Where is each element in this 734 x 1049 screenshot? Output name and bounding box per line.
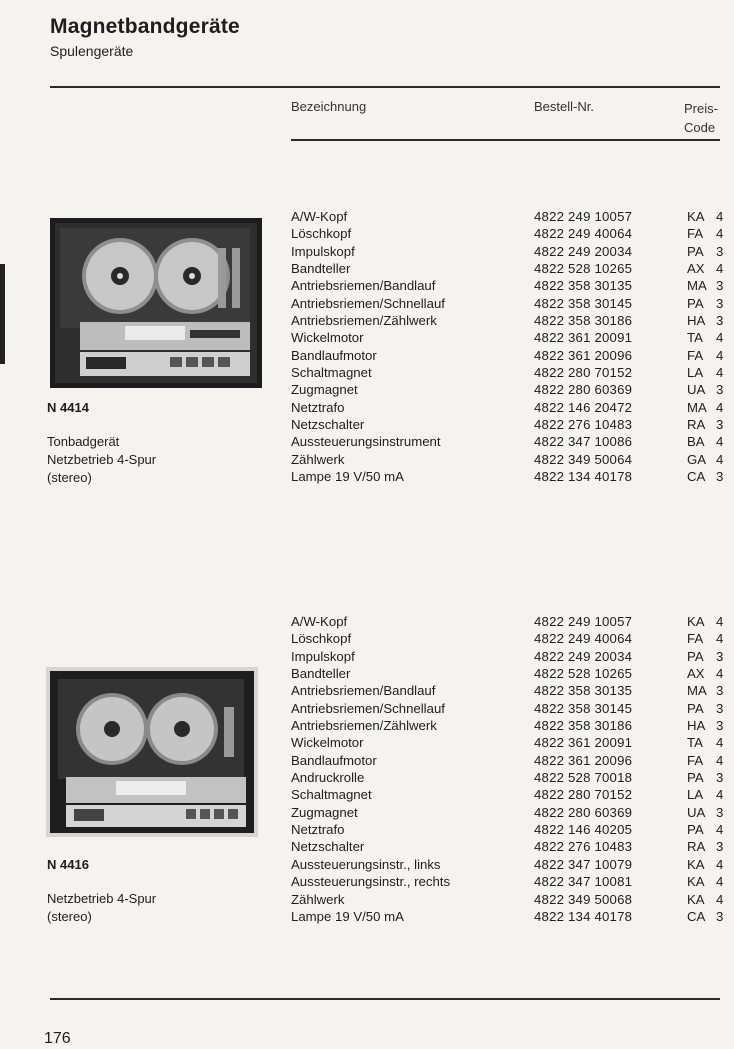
price-digit: 3 bbox=[716, 295, 724, 311]
part-order-number: 4822 249 20034 bbox=[534, 243, 633, 259]
part-name: Antriebsriemen/Schnellauf bbox=[291, 700, 445, 716]
part-row bbox=[291, 312, 731, 329]
part-order-number: 4822 358 30145 bbox=[534, 295, 633, 311]
part-row bbox=[291, 700, 731, 717]
part-order-number: 4822 276 10483 bbox=[534, 417, 633, 433]
price-code: BA bbox=[687, 434, 705, 450]
part-row bbox=[291, 665, 731, 682]
price-code: FA bbox=[687, 752, 704, 768]
part-order-number: 4822 358 30186 bbox=[534, 313, 633, 329]
part-row bbox=[291, 225, 731, 242]
part-order-number: 4822 361 20091 bbox=[534, 735, 633, 751]
part-row bbox=[291, 416, 731, 433]
part-order-number: 4822 358 30186 bbox=[534, 718, 633, 734]
part-row bbox=[291, 734, 731, 751]
price-digit: 3 bbox=[716, 313, 724, 329]
price-digit: 4 bbox=[716, 666, 724, 682]
price-digit: 3 bbox=[716, 804, 724, 820]
price-digit: 4 bbox=[716, 614, 724, 629]
model-label-n4416: N 4416 bbox=[47, 857, 89, 872]
description-line: (stereo) bbox=[47, 909, 92, 924]
part-name: Antriebsriemen/Zählwerk bbox=[291, 718, 437, 734]
part-order-number: 4822 528 70018 bbox=[534, 770, 633, 786]
part-order-number: 4822 249 40064 bbox=[534, 226, 633, 242]
price-code: PA bbox=[687, 295, 704, 311]
price-digit: 3 bbox=[716, 683, 724, 699]
column-header-bezeichnung: Bezeichnung bbox=[291, 99, 367, 114]
part-name: Impulskopf bbox=[291, 243, 355, 259]
part-row bbox=[291, 329, 731, 346]
part-order-number: 4822 361 20096 bbox=[534, 347, 633, 363]
part-order-number: 4822 361 20091 bbox=[534, 330, 633, 346]
part-name: Antriebsriemen/Zählwerk bbox=[291, 313, 437, 329]
part-name: Aussteuerungsinstrument bbox=[291, 434, 441, 450]
part-order-number: 4822 276 10483 bbox=[534, 839, 633, 855]
part-name: Bandlaufmotor bbox=[291, 347, 377, 363]
part-name: Andruckrolle bbox=[291, 770, 365, 786]
part-row bbox=[291, 682, 731, 699]
price-code: PA bbox=[687, 243, 704, 259]
price-digit: 3 bbox=[716, 718, 724, 734]
page-title: Magnetbandgeräte bbox=[50, 15, 240, 38]
price-code: KA bbox=[687, 614, 705, 629]
price-code: PA bbox=[687, 822, 704, 838]
part-name: Bandlaufmotor bbox=[291, 752, 377, 768]
price-code: CA bbox=[687, 908, 706, 924]
part-row bbox=[291, 347, 731, 364]
price-code: FA bbox=[687, 226, 704, 242]
description-line: Netzbetrieb 4-Spur bbox=[47, 891, 157, 906]
price-code: MA bbox=[687, 399, 707, 415]
part-name: Zugmagnet bbox=[291, 804, 358, 820]
part-name: Löschkopf bbox=[291, 631, 352, 647]
part-row bbox=[291, 243, 731, 260]
part-row bbox=[291, 630, 731, 647]
part-order-number: 4822 358 30145 bbox=[534, 700, 633, 716]
part-name: Netzschalter bbox=[291, 417, 365, 433]
part-order-number: 4822 349 50064 bbox=[534, 451, 633, 467]
part-order-number: 4822 347 10086 bbox=[534, 434, 633, 450]
part-row bbox=[291, 613, 731, 630]
price-digit: 3 bbox=[716, 278, 724, 294]
part-row bbox=[291, 381, 731, 398]
part-order-number: 4822 347 10081 bbox=[534, 874, 633, 890]
part-name: Schaltmagnet bbox=[291, 787, 372, 803]
part-row bbox=[291, 891, 731, 908]
part-order-number: 4822 280 70152 bbox=[534, 787, 633, 803]
price-code: PA bbox=[687, 770, 704, 786]
price-digit: 4 bbox=[716, 787, 724, 803]
part-name: Bandteller bbox=[291, 261, 351, 277]
part-order-number: 4822 146 40205 bbox=[534, 822, 633, 838]
price-code: KA bbox=[687, 209, 705, 224]
part-name: Antriebsriemen/Bandlauf bbox=[291, 278, 436, 294]
part-order-number: 4822 528 10265 bbox=[534, 666, 633, 682]
header-rule bbox=[291, 139, 720, 141]
part-row bbox=[291, 468, 731, 485]
price-digit: 3 bbox=[716, 417, 724, 433]
price-code: CA bbox=[687, 469, 706, 485]
column-header-preis-code bbox=[684, 99, 718, 137]
page-edge-marker bbox=[0, 264, 5, 364]
price-digit: 4 bbox=[716, 451, 724, 467]
part-row bbox=[291, 277, 731, 294]
part-row bbox=[291, 399, 731, 416]
part-order-number: 4822 280 60369 bbox=[534, 804, 633, 820]
part-name: Antriebsriemen/Schnellauf bbox=[291, 295, 445, 311]
price-code: TA bbox=[687, 330, 703, 346]
price-code: MA bbox=[687, 683, 707, 699]
price-code: AX bbox=[687, 666, 705, 682]
price-code: PA bbox=[687, 700, 704, 716]
column-header-bestell-nr: Bestell-Nr. bbox=[534, 99, 594, 114]
part-order-number: 4822 361 20096 bbox=[534, 752, 633, 768]
tape-recorder-n4416-image bbox=[46, 667, 258, 837]
part-name: Lampe 19 V/50 mA bbox=[291, 469, 404, 485]
price-code: KA bbox=[687, 874, 705, 890]
part-order-number: 4822 347 10079 bbox=[534, 856, 633, 872]
part-order-number: 4822 280 60369 bbox=[534, 382, 633, 398]
price-digit: 4 bbox=[716, 261, 724, 277]
part-name: Antriebsriemen/Bandlauf bbox=[291, 683, 436, 699]
parts-list-n4414 bbox=[291, 208, 731, 486]
part-row bbox=[291, 838, 731, 855]
part-row bbox=[291, 433, 731, 450]
part-name: Lampe 19 V/50 mA bbox=[291, 908, 404, 924]
price-digit: 3 bbox=[716, 382, 724, 398]
part-row bbox=[291, 821, 731, 838]
part-name: Aussteuerungsinstr., rechts bbox=[291, 874, 451, 890]
description-line: Tonbadgerät bbox=[47, 434, 120, 449]
price-digit: 4 bbox=[716, 856, 724, 872]
price-digit: 4 bbox=[716, 434, 724, 450]
price-digit: 4 bbox=[716, 735, 724, 751]
part-name: A/W-Kopf bbox=[291, 614, 348, 629]
part-name: A/W-Kopf bbox=[291, 209, 348, 224]
code-label: Code bbox=[684, 120, 716, 135]
price-code: UA bbox=[687, 382, 706, 398]
price-digit: 4 bbox=[716, 399, 724, 415]
price-code: HA bbox=[687, 718, 706, 734]
part-row bbox=[291, 908, 731, 925]
price-digit: 4 bbox=[716, 226, 724, 242]
part-order-number: 4822 134 40178 bbox=[534, 908, 633, 924]
price-code: UA bbox=[687, 804, 706, 820]
price-digit: 3 bbox=[716, 469, 724, 485]
part-row bbox=[291, 752, 731, 769]
part-name: Wickelmotor bbox=[291, 735, 364, 751]
price-digit: 4 bbox=[716, 209, 724, 224]
part-order-number: 4822 528 10265 bbox=[534, 261, 633, 277]
tape-recorder-n4414-image bbox=[50, 218, 262, 388]
price-digit: 4 bbox=[716, 822, 724, 838]
part-name: Schaltmagnet bbox=[291, 365, 372, 381]
price-code: TA bbox=[687, 735, 703, 751]
price-digit: 3 bbox=[716, 243, 724, 259]
part-order-number: 4822 358 30135 bbox=[534, 683, 633, 699]
part-name: Bandteller bbox=[291, 666, 351, 682]
part-row bbox=[291, 648, 731, 665]
part-row bbox=[291, 451, 731, 468]
part-row bbox=[291, 364, 731, 381]
price-code: KA bbox=[687, 891, 705, 907]
price-code: LA bbox=[687, 787, 704, 803]
price-digit: 3 bbox=[716, 770, 724, 786]
part-row bbox=[291, 786, 731, 803]
part-order-number: 4822 249 40064 bbox=[534, 631, 633, 647]
description-line: (stereo) bbox=[47, 470, 92, 485]
part-name: Netzschalter bbox=[291, 839, 365, 855]
part-order-number: 4822 249 10057 bbox=[534, 614, 633, 629]
price-digit: 3 bbox=[716, 839, 724, 855]
part-name: Aussteuerungsinstr., links bbox=[291, 856, 441, 872]
part-name: Netztrafo bbox=[291, 399, 345, 415]
price-digit: 3 bbox=[716, 648, 724, 664]
price-digit: 4 bbox=[716, 891, 724, 907]
part-row bbox=[291, 717, 731, 734]
price-digit: 3 bbox=[716, 908, 724, 924]
part-order-number: 4822 349 50068 bbox=[534, 891, 633, 907]
price-code: FA bbox=[687, 631, 704, 647]
model-description-n4416 bbox=[47, 890, 156, 926]
part-name: Netztrafo bbox=[291, 822, 345, 838]
part-row bbox=[291, 295, 731, 312]
price-digit: 4 bbox=[716, 365, 724, 381]
part-name: Wickelmotor bbox=[291, 330, 364, 346]
price-code: MA bbox=[687, 278, 707, 294]
price-digit: 4 bbox=[716, 347, 724, 363]
price-code: RA bbox=[687, 417, 706, 433]
price-digit: 4 bbox=[716, 874, 724, 890]
price-digit: 4 bbox=[716, 330, 724, 346]
price-code: AX bbox=[687, 261, 705, 277]
part-order-number: 4822 134 40178 bbox=[534, 469, 633, 485]
part-order-number: 4822 249 10057 bbox=[534, 209, 633, 224]
part-name: Zugmagnet bbox=[291, 382, 358, 398]
price-code: LA bbox=[687, 365, 704, 381]
part-order-number: 4822 249 20034 bbox=[534, 648, 633, 664]
top-rule bbox=[50, 86, 720, 88]
price-digit: 3 bbox=[716, 700, 724, 716]
part-order-number: 4822 358 30135 bbox=[534, 278, 633, 294]
price-code: PA bbox=[687, 648, 704, 664]
price-digit: 4 bbox=[716, 631, 724, 647]
model-label-n4414: N 4414 bbox=[47, 400, 89, 415]
part-row bbox=[291, 208, 731, 225]
part-row bbox=[291, 873, 731, 890]
price-code: FA bbox=[687, 347, 704, 363]
model-description-n4414 bbox=[47, 433, 156, 487]
part-order-number: 4822 280 70152 bbox=[534, 365, 633, 381]
bottom-rule bbox=[50, 998, 720, 1000]
price-code: GA bbox=[687, 451, 707, 467]
part-row bbox=[291, 804, 731, 821]
parts-list-n4416 bbox=[291, 613, 731, 925]
page-number: 176 bbox=[44, 1030, 71, 1047]
part-name: Zählwerk bbox=[291, 891, 345, 907]
description-line: Netzbetrieb 4-Spur bbox=[47, 452, 157, 467]
part-name: Zählwerk bbox=[291, 451, 345, 467]
part-row bbox=[291, 769, 731, 786]
part-name: Impulskopf bbox=[291, 648, 355, 664]
part-name: Löschkopf bbox=[291, 226, 352, 242]
price-digit: 4 bbox=[716, 752, 724, 768]
part-row bbox=[291, 856, 731, 873]
price-code: RA bbox=[687, 839, 706, 855]
preis-label: Preis- bbox=[684, 101, 718, 116]
price-code: KA bbox=[687, 856, 705, 872]
page-subtitle: Spulengeräte bbox=[50, 43, 134, 59]
part-row bbox=[291, 260, 731, 277]
price-code: HA bbox=[687, 313, 706, 329]
part-order-number: 4822 146 20472 bbox=[534, 399, 633, 415]
